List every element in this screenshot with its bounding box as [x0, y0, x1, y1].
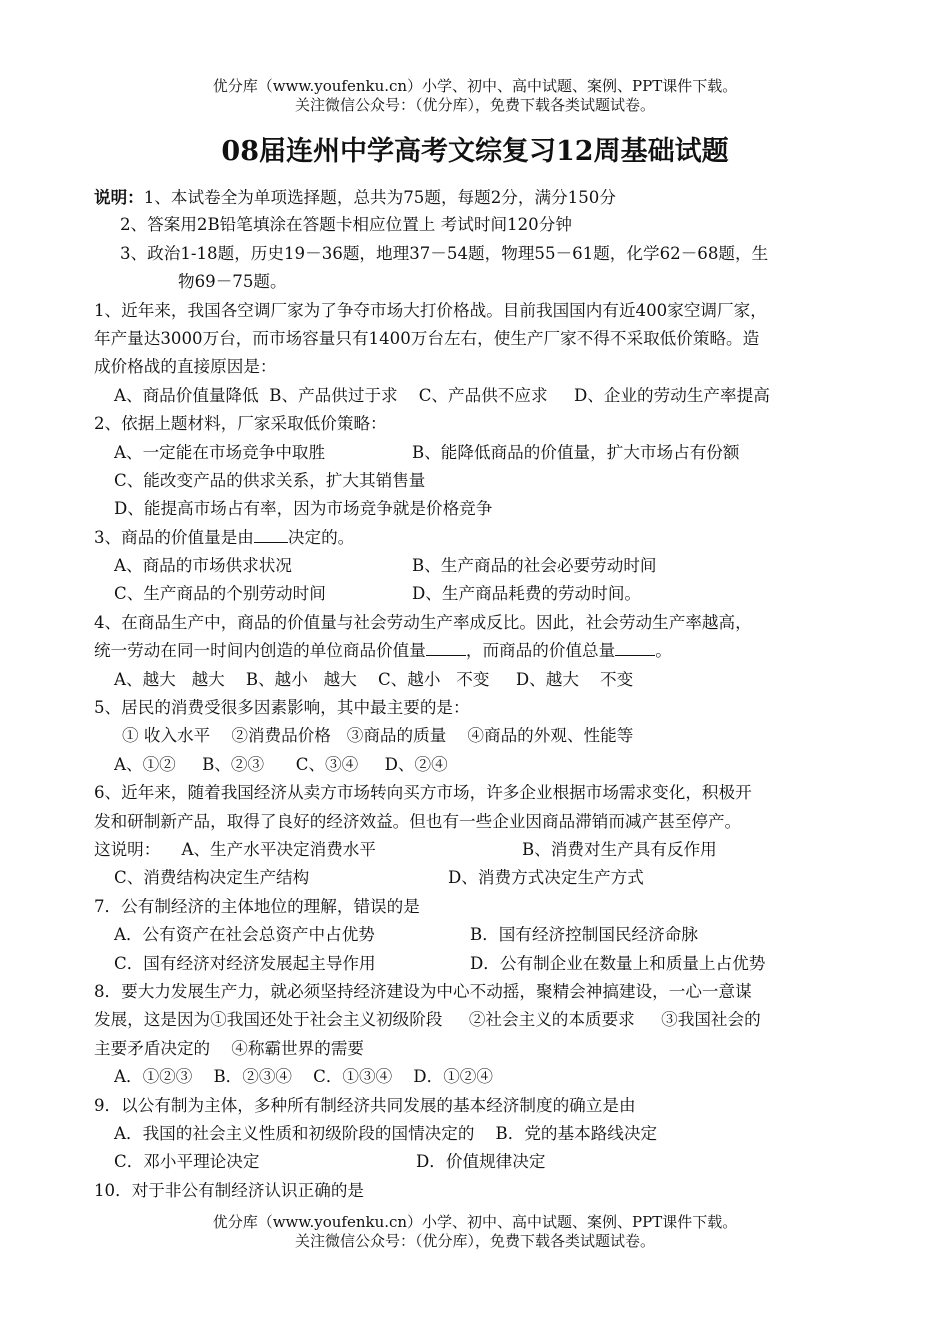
q7-options-ab — [94, 921, 864, 949]
instruction-2: 2、答案用2B铅笔填涂在答题卡相应位置上 考试时间120分钟 — [120, 215, 572, 235]
q6-options-cd — [94, 864, 864, 892]
q3-stem — [94, 524, 864, 552]
q6-option-a: 这说明： A、生产水平决定消费水平 — [94, 839, 376, 859]
q9-options-ab: A．我国的社会主义性质和初级阶段的国情决定的 B．党的基本路线决定 — [114, 1123, 658, 1143]
instructions-line-1 — [94, 183, 864, 211]
instructions-label: 说明： — [94, 187, 144, 207]
q2-option-a: A、一定能在市场竞争中取胜 — [114, 442, 326, 462]
header-line-2: 关注微信公众号：（优分库），免费下载各类试题试卷。 — [294, 96, 655, 114]
q3-option-c: C、生产商品的个别劳动时间 — [114, 584, 326, 604]
q3-options-cd — [94, 580, 864, 608]
q9-options-cd — [94, 1148, 864, 1176]
q4-stem-end: 。 — [655, 641, 672, 661]
answer-blank — [615, 637, 655, 656]
exam-content — [94, 183, 864, 1205]
document-title: 08届连州中学高考文综复习12周基础试题 — [221, 136, 729, 167]
q10-stem: 10．对于非公有制经济认识正确的是 — [94, 1180, 365, 1200]
q9-stem: 9．以公有制为主体，多种所有制经济共同发展的基本经济制度的确立是由 — [94, 1095, 636, 1115]
answer-blank — [426, 637, 466, 656]
instruction-3: 3、政治1-18题，历史19－36题，地理37－54题，物理55－61题，化学62－68题，生 — [120, 243, 769, 263]
q2-options-ab — [94, 439, 864, 467]
q3-stem-text: 3、商品的价值量是由 — [94, 527, 254, 547]
q6-stem-2: 发和研制新产品，取得了良好的经济效益。但也有一些企业因商品滞销而减产甚至停产。 — [94, 811, 742, 831]
q4-stem-text: 统一劳动在同一时间内创造的单位商品价值量 — [94, 641, 426, 661]
page-header — [0, 77, 950, 115]
q9-option-c: C．邓小平理论决定 — [114, 1152, 260, 1172]
q2-option-c: C、能改变产品的供求关系，扩大其销售量 — [114, 470, 426, 490]
q7-option-d: D．公有制企业在数量上和质量上占优势 — [470, 953, 766, 973]
q3-options-ab — [94, 552, 864, 580]
q7-option-b: B．国有经济控制国民经济命脉 — [470, 925, 698, 945]
q8-stem-3: 主要矛盾决定的 ④称霸世界的需要 — [94, 1038, 365, 1058]
q7-option-a: A．公有资产在社会总资产中占优势 — [114, 925, 375, 945]
q6-option-c: C、消费结构决定生产结构 — [114, 868, 310, 888]
q9-option-d: D．价值规律决定 — [416, 1152, 546, 1172]
header-line-1: 优分库（www.youfenku.cn）小学、初中、高中试题、案例、PPT课件下载。 — [212, 77, 738, 95]
q4-stem-1: 4、在商品生产中，商品的价值量与社会劳动生产率成反比。因此，社会劳动生产率越高， — [94, 612, 752, 632]
footer-line-1: 优分库（www.youfenku.cn）小学、初中、高中试题、案例、PPT课件下载。 — [212, 1213, 738, 1231]
q5-options: A、①② B、②③ C、③④ D、②④ — [114, 754, 448, 774]
q6-option-b: B、消费对生产具有反作用 — [522, 839, 717, 859]
q4-stem-mid: ，而商品的价值总量 — [465, 641, 616, 661]
q1-stem-1: 1、近年来，我国各空调厂家为了争夺市场大打价格战。目前我国国内有近400家空调厂家， — [94, 300, 767, 320]
q7-options-cd — [94, 950, 864, 978]
q4-options: A、越大 越大 B、越小 越大 C、越小 不变 D、越大 不变 — [114, 669, 634, 689]
q1-stem-2: 年产量达3000万台，而市场容量只有1400万台左右，使生产厂家不得不采取低价策略。造 — [94, 328, 760, 348]
q6-stem-1: 6、近年来，随着我国经济从卖方市场转向买方市场，许多企业根据市场需求变化，积极开 — [94, 783, 752, 803]
q2-option-b: B、能降低商品的价值量，扩大市场占有份额 — [412, 442, 740, 462]
q7-stem: 7．公有制经济的主体地位的理解，错误的是 — [94, 896, 420, 916]
q7-option-c: C．国有经济对经济发展起主导作用 — [114, 953, 376, 973]
q6-option-d: D、消费方式决定生产方式 — [448, 868, 644, 888]
q3-option-b: B、生产商品的社会必要劳动时间 — [412, 556, 657, 576]
q8-stem-2: 发展，这是因为①我国还处于社会主义初级阶段 ②社会主义的本质要求 ③我国社会的 — [94, 1010, 761, 1030]
q3-stem-end: 决定的。 — [287, 527, 355, 547]
instruction-3-cont: 物69－75题。 — [178, 272, 287, 292]
q5-stem: 5、居民的消费受很多因素影响，其中最主要的是： — [94, 698, 470, 718]
q2-stem: 2、依据上题材料，厂家采取低价策略： — [94, 414, 387, 434]
q1-stem-3: 成价格战的直接原因是： — [94, 357, 277, 377]
q1-options: A、商品价值量降低 B、产品供过于求 C、产品供不应求 D、企业的劳动生产率提高 — [114, 385, 770, 405]
q3-option-d: D、生产商品耗费的劳动时间。 — [412, 584, 642, 604]
page-footer — [0, 1213, 950, 1251]
q8-options: A．①②③ B．②③④ C．①③④ D．①②④ — [114, 1067, 493, 1087]
answer-blank — [254, 524, 288, 543]
footer-line-2: 关注微信公众号：（优分库），免费下载各类试题试卷。 — [294, 1232, 655, 1250]
instruction-1: 1、本试卷全为单项选择题，总共为75题，每题2分，满分150分 — [143, 188, 616, 207]
q3-option-a: A、商品的市场供求状况 — [114, 556, 292, 576]
q2-option-d: D、能提高市场占有率，因为市场竞争就是价格竞争 — [114, 499, 493, 519]
q5-items: ① 收入水平 ②消费品价格 ③商品的质量 ④商品的外观、性能等 — [122, 726, 634, 746]
q4-stem-2 — [94, 637, 864, 665]
q8-stem-1: 8．要大力发展生产力，就必须坚持经济建设为中心不动摇，聚精会神搞建设，一心一意谋 — [94, 981, 752, 1001]
q6-stem-3 — [94, 836, 864, 864]
